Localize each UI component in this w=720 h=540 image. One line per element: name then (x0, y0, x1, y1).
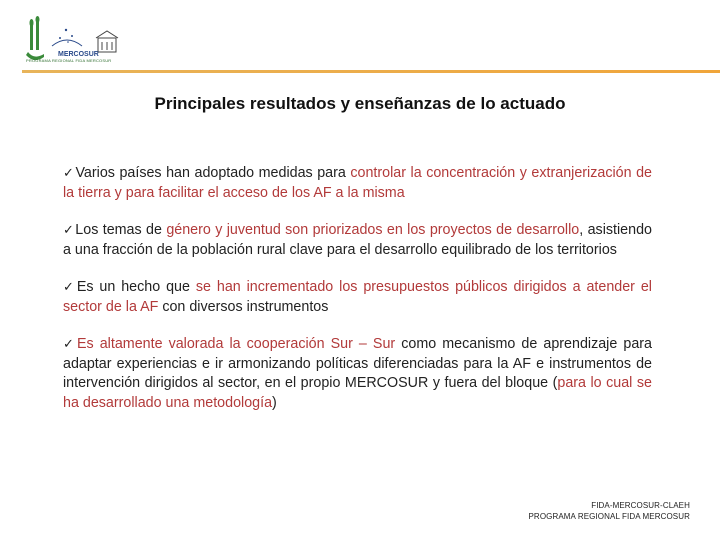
bullet-text: Varios países han adoptado medidas para (75, 165, 351, 181)
bullet-item (63, 278, 652, 317)
bullet-text: , asistiendo a una fracción de la población rural clave para el desarrollo equilibrado de los territorios (63, 222, 652, 258)
checkmark-icon: ✓ (63, 337, 76, 352)
bullet-text-highlight: se han incrementado los presupuestos públicos dirigidos a atender el sector de la AF (63, 279, 652, 315)
bullet-text: Los temas de (75, 222, 167, 238)
bullet-text: Es un hecho que (76, 279, 196, 295)
page-title: Principales resultados y enseñanzas de lo actuado (154, 94, 566, 113)
bullet-item (63, 164, 652, 203)
bullet-item (63, 221, 652, 260)
footer-line-1: FIDA-MERCOSUR-CLAEH (591, 501, 690, 510)
bullet-text: como mecanismo de aprendizaje para adaptar experiencias e ir armonizando políticas diferenciadas para la AF e instrumentos de intervención dirigidos al sector, en el propio MERCOSUR y fuera del bloque ( (63, 336, 652, 391)
bullet-text-highlight: para lo cual se ha desarrollado una metodología (63, 375, 652, 411)
bullet-text-highlight: controlar la concentración y extranjerización de la tierra y para facilitar el acceso de los AF a la misma (63, 165, 652, 201)
checkmark-icon: ✓ (63, 166, 75, 181)
header-divider (22, 70, 720, 73)
bullet-item (63, 335, 652, 413)
logo-text: MERCOSUR (58, 51, 99, 58)
bullet-text: con diversos instrumentos (158, 298, 329, 315)
footer (529, 500, 691, 522)
footer-line-2: PROGRAMA REGIONAL FIDA MERCOSUR (528, 512, 690, 521)
bullet-text-highlight: género y juventud son priorizados en los proyectos de desarrollo (166, 222, 580, 238)
bullet-text-highlight: Es altamente valorada la cooperación Sur – Sur (76, 336, 396, 352)
bullet-list (63, 164, 652, 431)
logo-caption: PROGRAMA REGIONAL FIDA MERCOSUR (26, 58, 112, 63)
checkmark-icon: ✓ (63, 280, 76, 295)
checkmark-icon: ✓ (63, 223, 75, 238)
bullet-text: ) (272, 394, 277, 411)
